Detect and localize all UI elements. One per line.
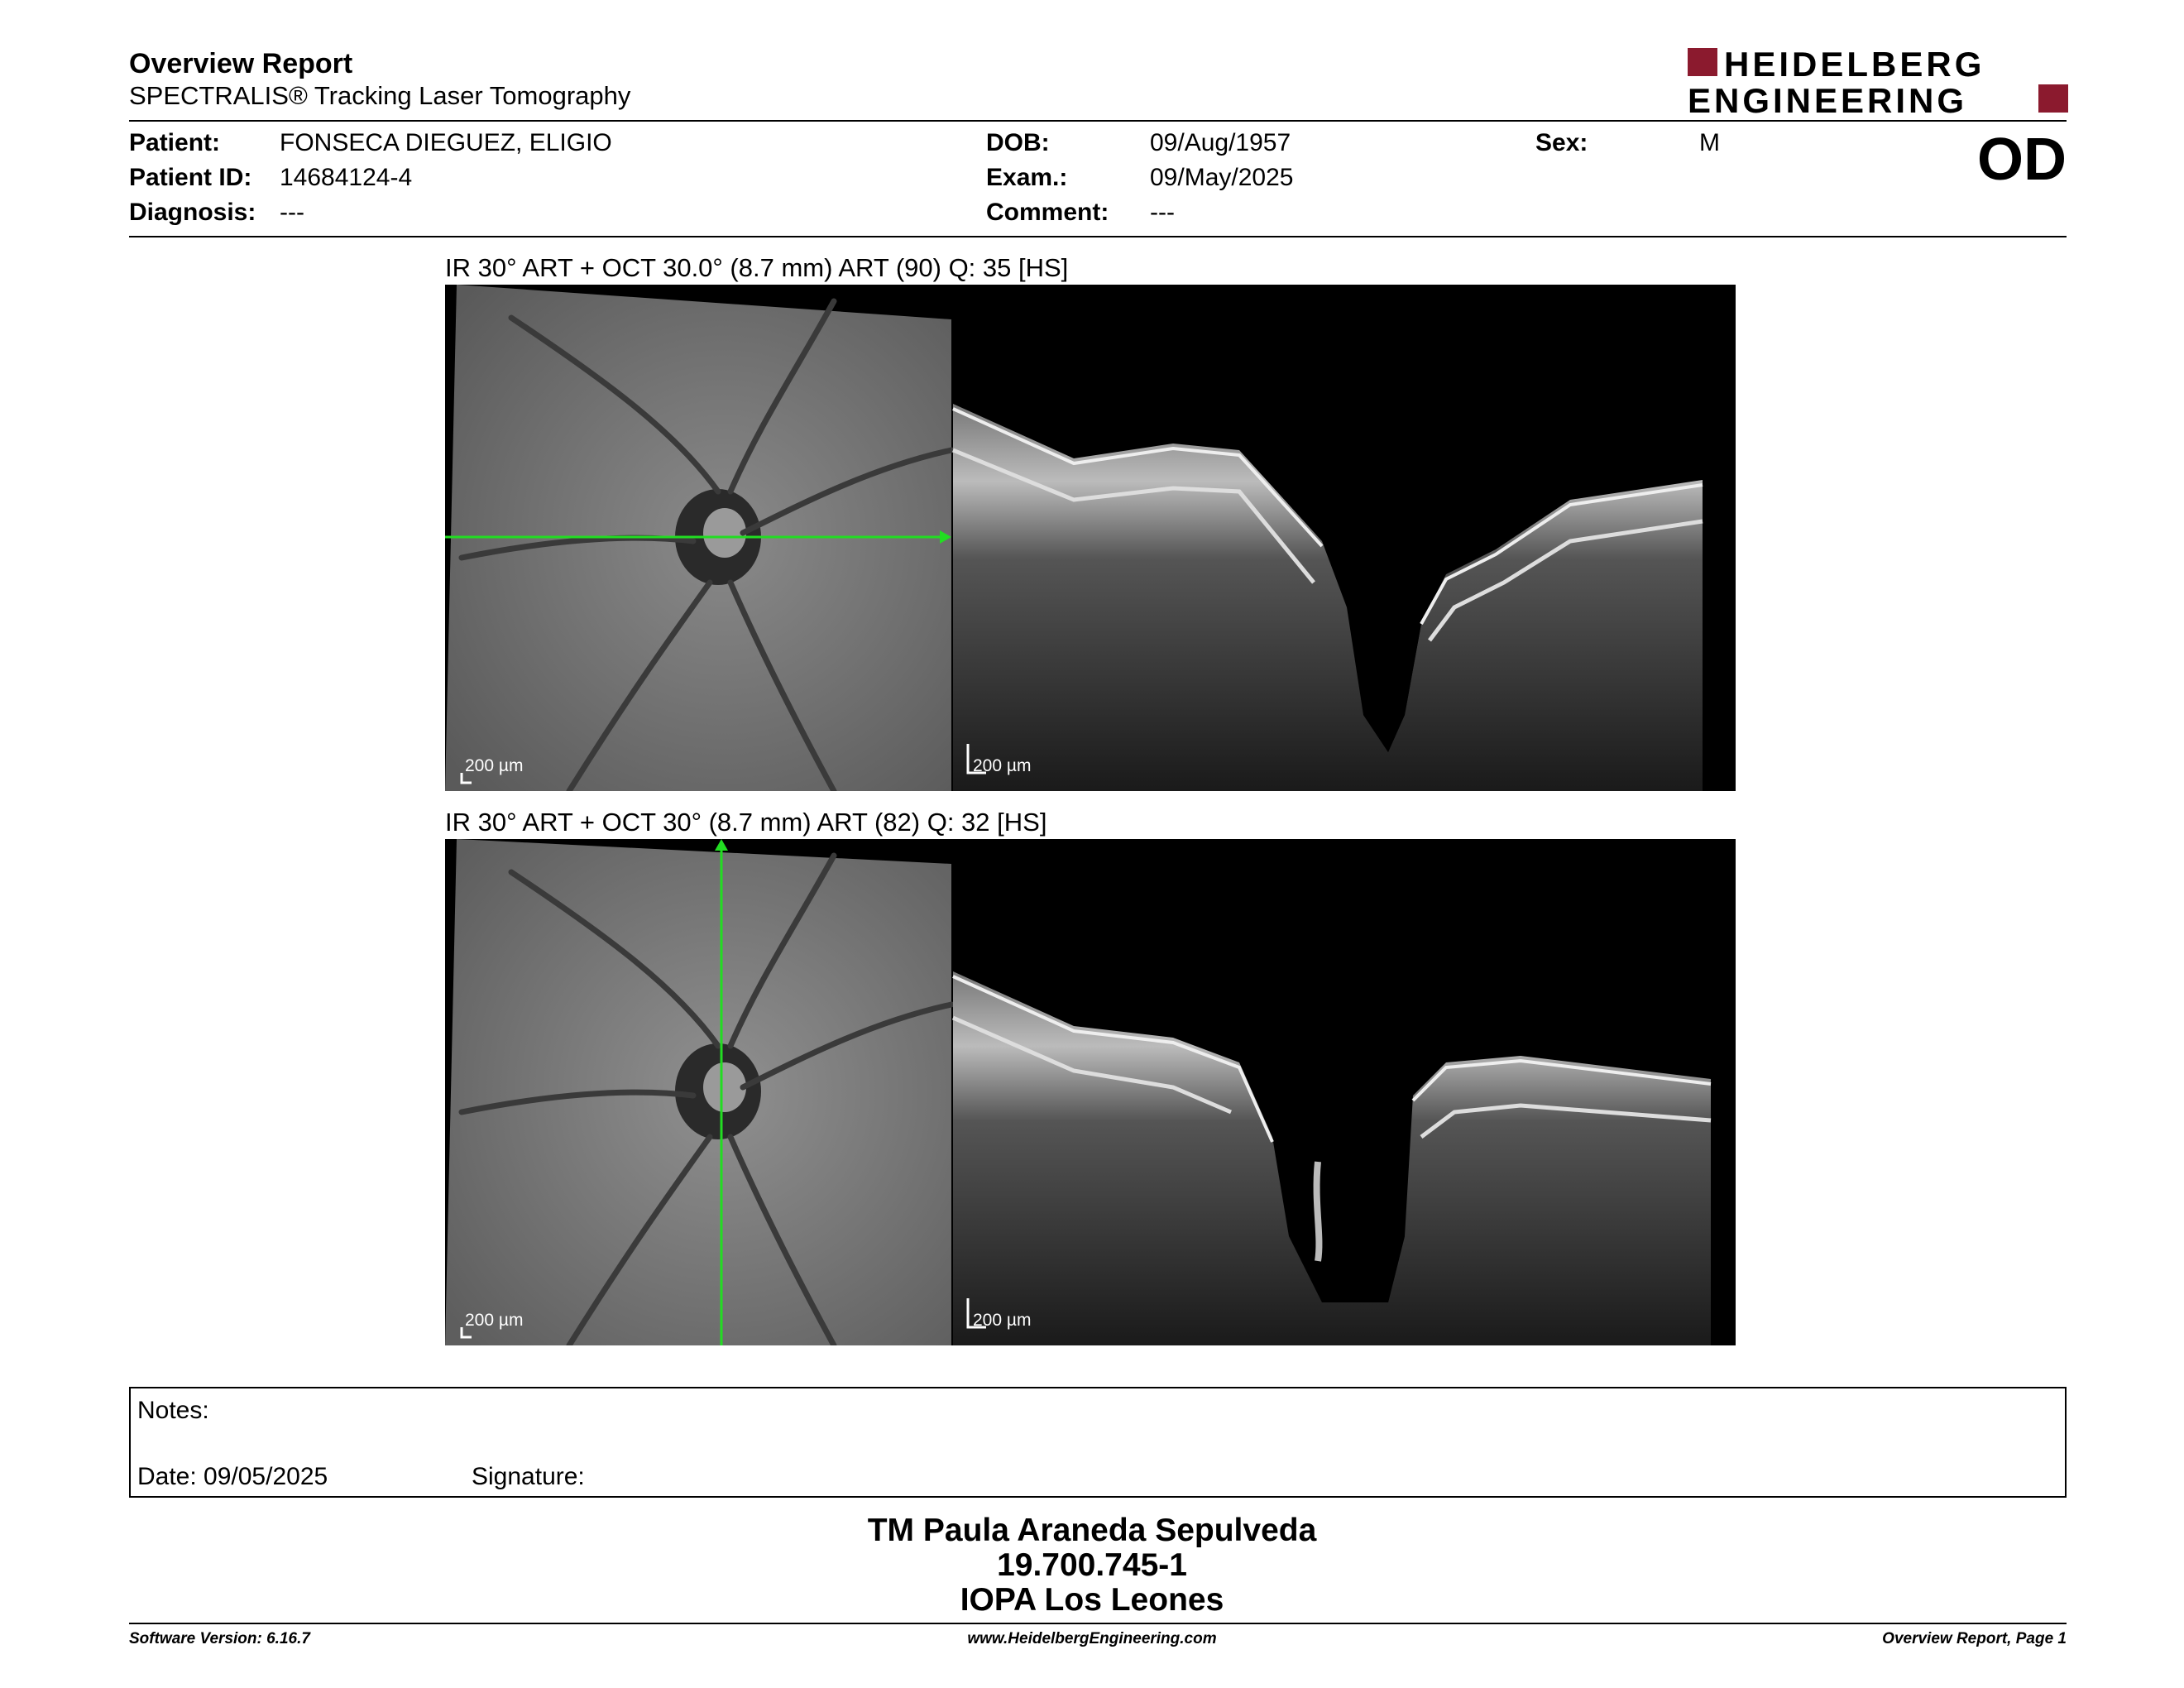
heidelberg-logo — [1688, 46, 2068, 116]
sex-value: M — [1699, 129, 1720, 156]
eye-indicator: OD — [1977, 127, 2067, 193]
date-label: Date: 09/05/2025 — [137, 1463, 328, 1490]
patient-id-value: 14684124-4 — [280, 164, 413, 191]
scan1-oct-image — [953, 404, 1703, 791]
comment-label: Comment: — [986, 199, 1109, 226]
operator-id: 19.700.745-1 — [997, 1547, 1187, 1583]
operator-name: TM Paula Araneda Sepulveda — [867, 1513, 1317, 1548]
page-number: Overview Report, Page 1 — [1882, 1630, 2067, 1647]
comment-value: --- — [1150, 199, 1175, 226]
patient-name: FONSECA DIEGUEZ, ELIGIO — [280, 129, 612, 156]
signature-label: Signature: — [472, 1463, 585, 1490]
scan1-caption: IR 30° ART + OCT 30.0° (8.7 mm) ART (90) Q: 35 [HS] — [445, 253, 1069, 282]
scan2-caption: IR 30° ART + OCT 30° (8.7 mm) ART (82) Q: 32 [HS] — [445, 808, 1047, 837]
dob-value: 09/Aug/1957 — [1150, 129, 1291, 156]
scan2-oct-scale: 200 µm — [973, 1311, 1032, 1330]
svg-text:ENGINEERING: ENGINEERING — [1688, 81, 1968, 116]
notes-label: Notes: — [137, 1397, 209, 1424]
scan1-oct-scale: 200 µm — [973, 756, 1032, 775]
scan2-ir-scale: 200 µm — [465, 1311, 524, 1330]
report-subtitle: SPECTRALIS® Tracking Laser Tomography — [129, 81, 631, 110]
exam-value: 09/May/2025 — [1150, 164, 1294, 191]
dob-label: DOB: — [986, 129, 1050, 156]
software-version: Software Version: 6.16.7 — [129, 1630, 310, 1647]
notes-box — [129, 1387, 2067, 1498]
scan2-scan-arrow — [715, 839, 728, 851]
diagnosis-value: --- — [280, 199, 304, 226]
patient-label: Patient: — [129, 129, 221, 156]
operator-institution: IOPA Los Leones — [960, 1582, 1224, 1618]
patient-id-label: Patient ID: — [129, 164, 252, 191]
header-divider — [129, 120, 2067, 122]
patient-divider — [129, 236, 2067, 237]
sex-label: Sex: — [1535, 129, 1588, 156]
scan2-panel — [445, 839, 1736, 1345]
diagnosis-label: Diagnosis: — [129, 199, 256, 226]
svg-text:HEIDELBERG: HEIDELBERG — [1724, 46, 1985, 84]
exam-label: Exam.: — [986, 164, 1068, 191]
website-link[interactable]: www.HeidelbergEngineering.com — [967, 1630, 1217, 1647]
scan1-ir-scale: 200 µm — [465, 756, 524, 775]
report-title: Overview Report — [129, 48, 353, 79]
scan1-panel — [445, 285, 1736, 791]
footer-divider — [129, 1623, 2067, 1624]
